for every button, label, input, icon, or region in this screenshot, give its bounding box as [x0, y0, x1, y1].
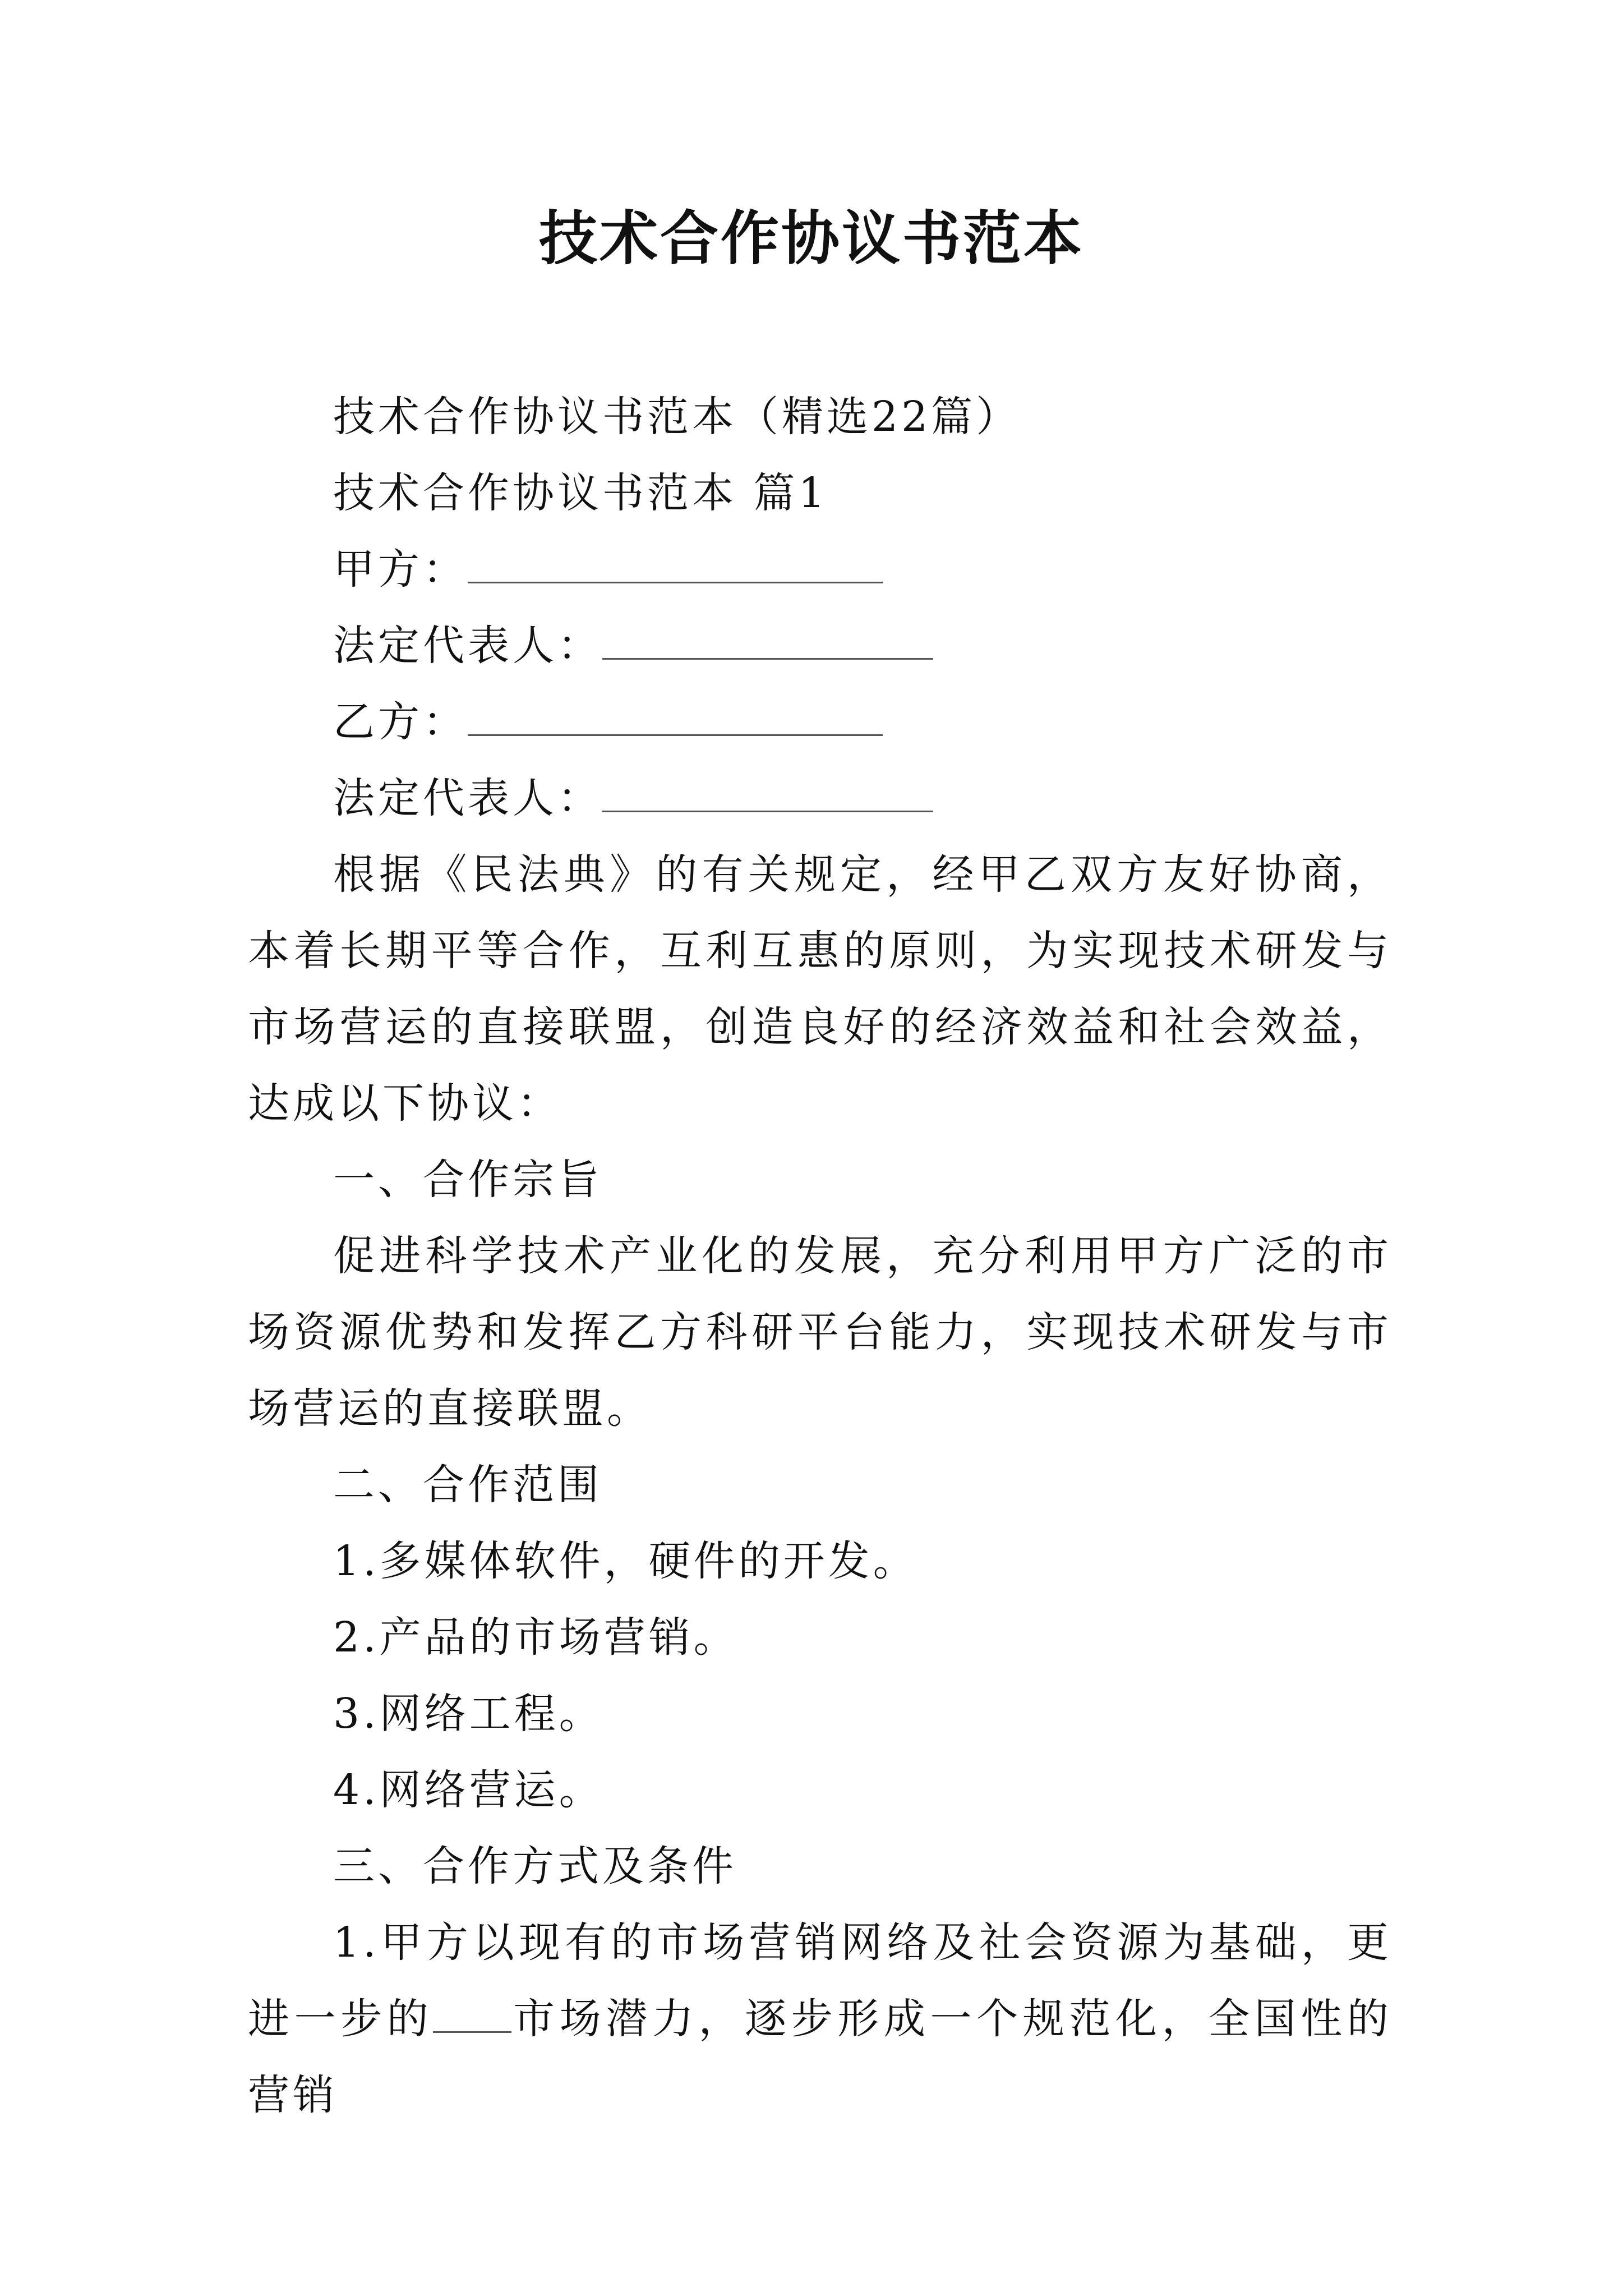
method-text-before-blank: 1.甲方以现有的市场营销网络及社会资源为基础，更进一步的: [248, 1918, 1392, 2043]
inline-blank: [433, 1998, 511, 2033]
rep-b-blank: [602, 777, 933, 812]
party-b-field: [248, 684, 1392, 760]
party-a-field: [248, 531, 1392, 608]
party-a-blank: [468, 548, 883, 583]
method-paragraph: [248, 1904, 1392, 2133]
document-body: [248, 379, 1392, 2133]
method-text-after-blank: 市场潜力，逐步形成一个规范化，全国性的营销: [248, 1995, 1393, 2119]
rep-b-label: 法定代表人：: [333, 774, 602, 822]
intro-paragraph: 根据《民法典》的有关规定，经甲乙双方友好协商，本着长期平等合作，互利互惠的原则，为实现技术研发与市场营运的直接联盟，创造良好的经济效益和社会效益，达成以下协议：: [248, 850, 1392, 1128]
scope-item-2: 2.产品的市场营销。: [333, 1613, 739, 1662]
section-heading-purpose: 一、合作宗旨: [333, 1156, 602, 1204]
document-title: 技术合作协议书范本: [538, 204, 1084, 273]
scope-item-3: 3.网络工程。: [333, 1690, 604, 1738]
party-b-blank: [468, 701, 883, 736]
rep-a-label: 法定代表人：: [333, 622, 602, 670]
rep-a-blank: [602, 624, 933, 660]
purpose-paragraph: 促进科学技术产业化的发展，充分利用甲方广泛的市场资源优势和发挥乙方科研平台能力，实现技术研发与市场营运的直接联盟。: [248, 1232, 1392, 1433]
party-b-label: 乙方：: [333, 698, 468, 746]
scope-item-4: 4.网络营运。: [333, 1766, 604, 1814]
rep-a-field: [248, 608, 1392, 684]
section-heading: 技术合作协议书范本 篇1: [333, 469, 828, 517]
subtitle-line: 技术合作协议书范本（精选22篇）: [333, 393, 1021, 441]
rep-b-field: [248, 760, 1392, 836]
section-heading-method: 三、合作方式及条件: [333, 1842, 737, 1890]
section-heading-scope: 二、合作范围: [333, 1461, 602, 1509]
party-a-label: 甲方：: [333, 545, 468, 593]
scope-item-1: 1.多媒体软件，硬件的开发。: [333, 1537, 918, 1585]
